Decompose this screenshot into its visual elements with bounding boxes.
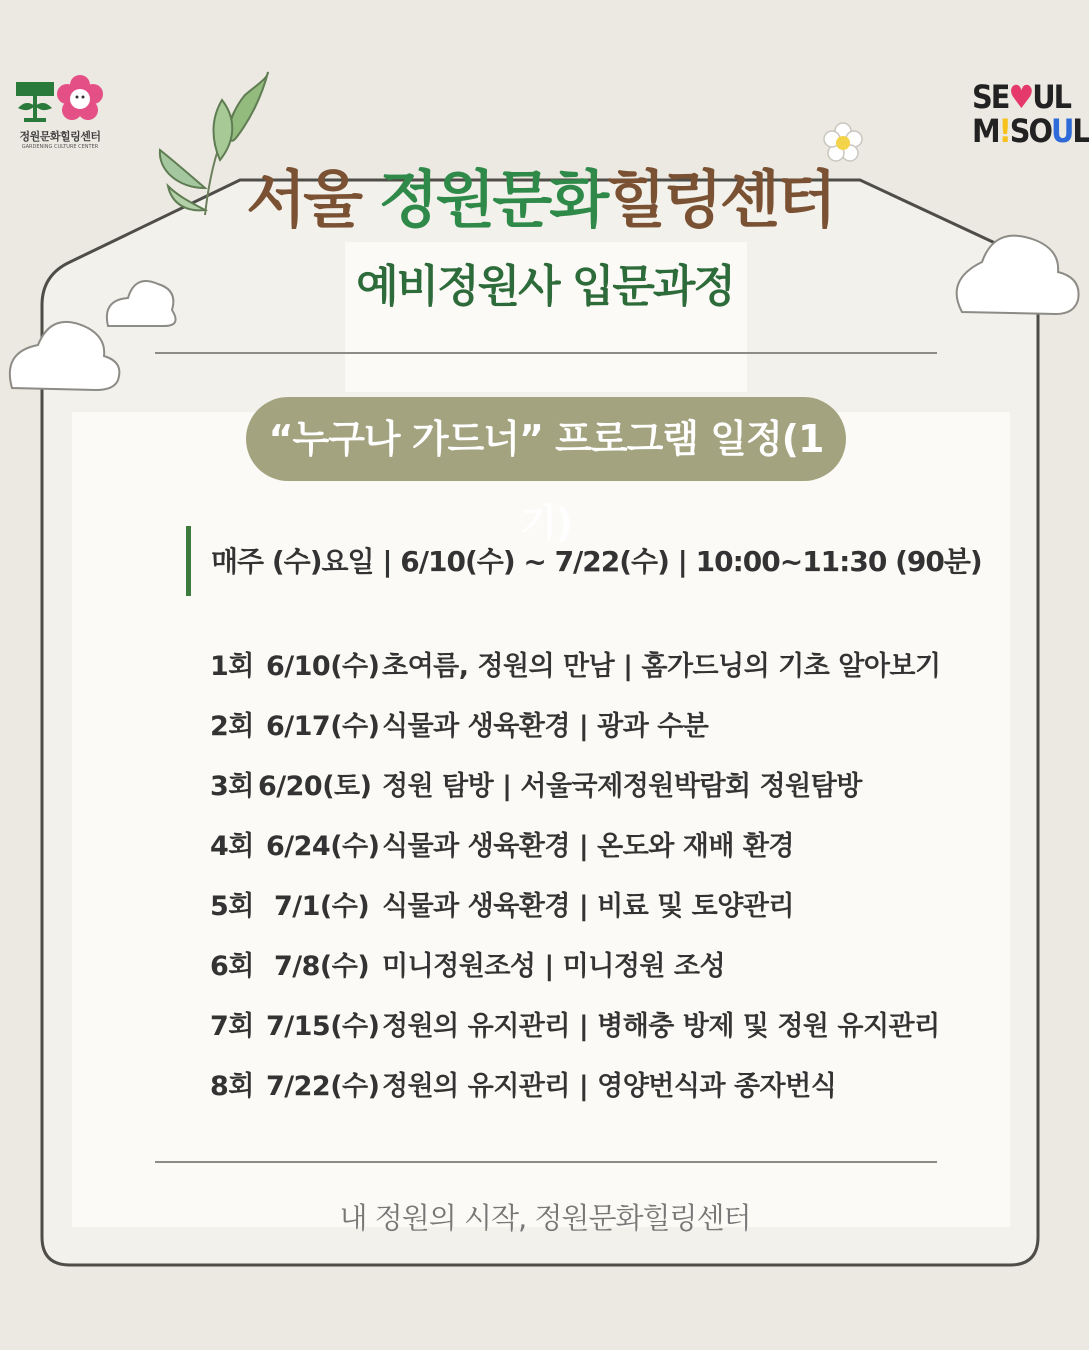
page-subtitle: 예비정원사 입문과정: [356, 261, 734, 312]
gardening-center-logo: [14, 74, 106, 154]
schedule-summary: [186, 526, 982, 596]
page-title: 서울 정원문화힐링센터: [246, 163, 834, 236]
gardening-center-mark-icon: [14, 74, 106, 124]
footer-slogan: 내 정원의 시작, 정원문화힐링센터: [339, 1201, 751, 1235]
divider-bottom: [155, 1161, 937, 1163]
gardening-center-logo-name: 정원문화힐링센터: [19, 130, 101, 143]
seoul-logo-line2: M!SOUL: [972, 112, 1089, 150]
seoul-my-soul-logo: [972, 78, 1089, 150]
gardening-center-logo-sub: GARDENING CULTURE CENTER: [21, 144, 99, 150]
schedule-summary-text: 매주 (수)요일 | 6/10(수) ~ 7/22(수) | 10:00~11:30 (90분): [211, 545, 982, 578]
seoul-logo-line1: SE♥UL: [972, 78, 1070, 116]
program-title-pill: “누구나 가드너” 프로그램 일정(1기): [246, 397, 846, 481]
divider-top: [155, 352, 937, 354]
